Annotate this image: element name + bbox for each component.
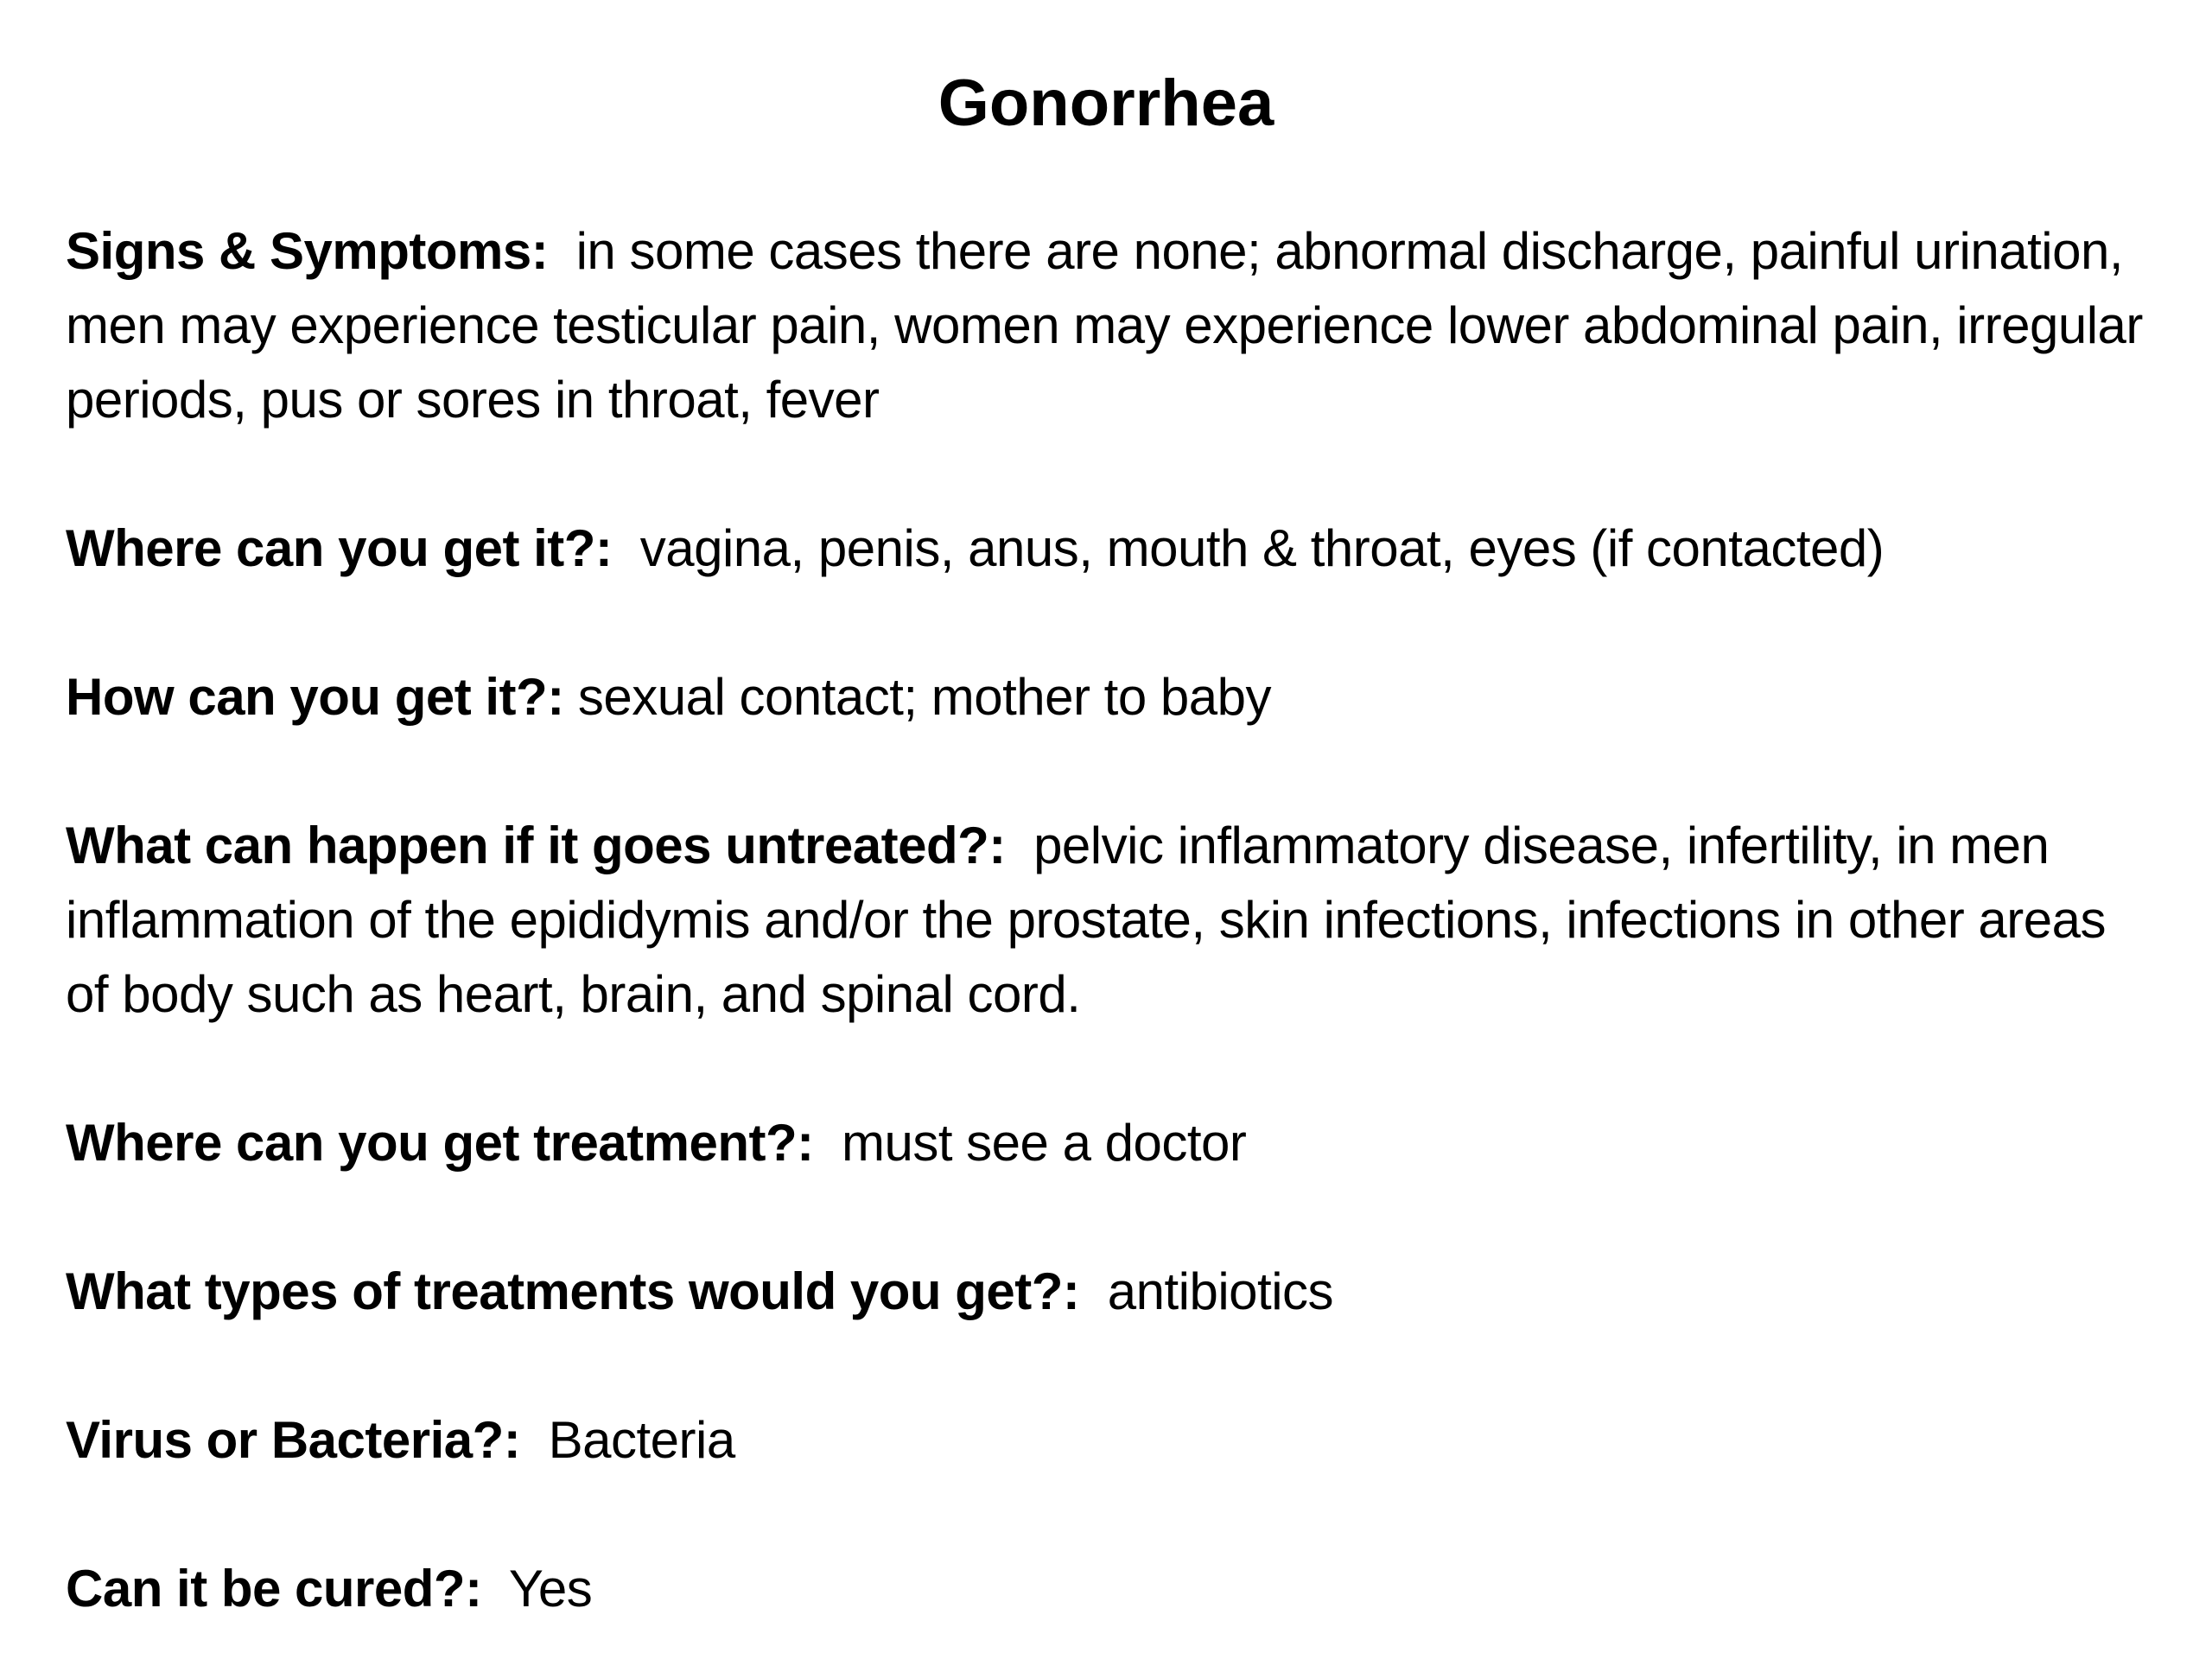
entry-signs-symptoms bbox=[66, 214, 2157, 437]
entry-text: Bacteria bbox=[548, 1411, 735, 1469]
entry-can-be-cured bbox=[66, 1552, 2157, 1626]
entry-text: pelvic inflammatory disease, infertility, in men inflammation of the epididymis and/or the prostate, skin infections, infections in other areas of body such as heart, brain, and spinal cord. bbox=[66, 817, 2106, 1023]
entry-text: must see a doctor bbox=[841, 1114, 1247, 1172]
entry-label: Signs & Symptoms: bbox=[66, 222, 549, 280]
entry-text: in some cases there are none; abnormal discharge, painful urination, men may experience testicular pain, women may experience lower abdominal pain, irregular periods, pus or sores in throat, fever bbox=[66, 222, 2143, 429]
entry-label: Where can you get it?: bbox=[66, 519, 613, 577]
entry-treatment-types bbox=[66, 1255, 2157, 1329]
entry-text: Yes bbox=[508, 1560, 593, 1618]
entry-text: vagina, penis, anus, mouth & throat, eyes (if contacted) bbox=[639, 519, 1885, 577]
entry-label: Virus or Bacteria?: bbox=[66, 1411, 521, 1469]
entry-virus-or-bacteria bbox=[66, 1403, 2157, 1478]
entry-label: Can it be cured?: bbox=[66, 1560, 482, 1618]
entry-text: sexual contact; mother to baby bbox=[577, 668, 1271, 726]
entry-label: Where can you get treatment?: bbox=[66, 1114, 814, 1172]
entry-label: What can happen if it goes untreated?: bbox=[66, 817, 1006, 874]
fact-list bbox=[66, 214, 2157, 1626]
entry-how-get-it bbox=[66, 660, 2157, 734]
page-title: Gonorrhea bbox=[938, 67, 1274, 140]
entry-untreated bbox=[66, 809, 2157, 1032]
entry-label: How can you get it?: bbox=[66, 668, 564, 726]
entry-where-treatment bbox=[66, 1106, 2157, 1180]
entry-text: antibiotics bbox=[1107, 1262, 1334, 1320]
entry-label: What types of treatments would you get?: bbox=[66, 1262, 1080, 1320]
entry-where-get-it bbox=[66, 512, 2157, 586]
